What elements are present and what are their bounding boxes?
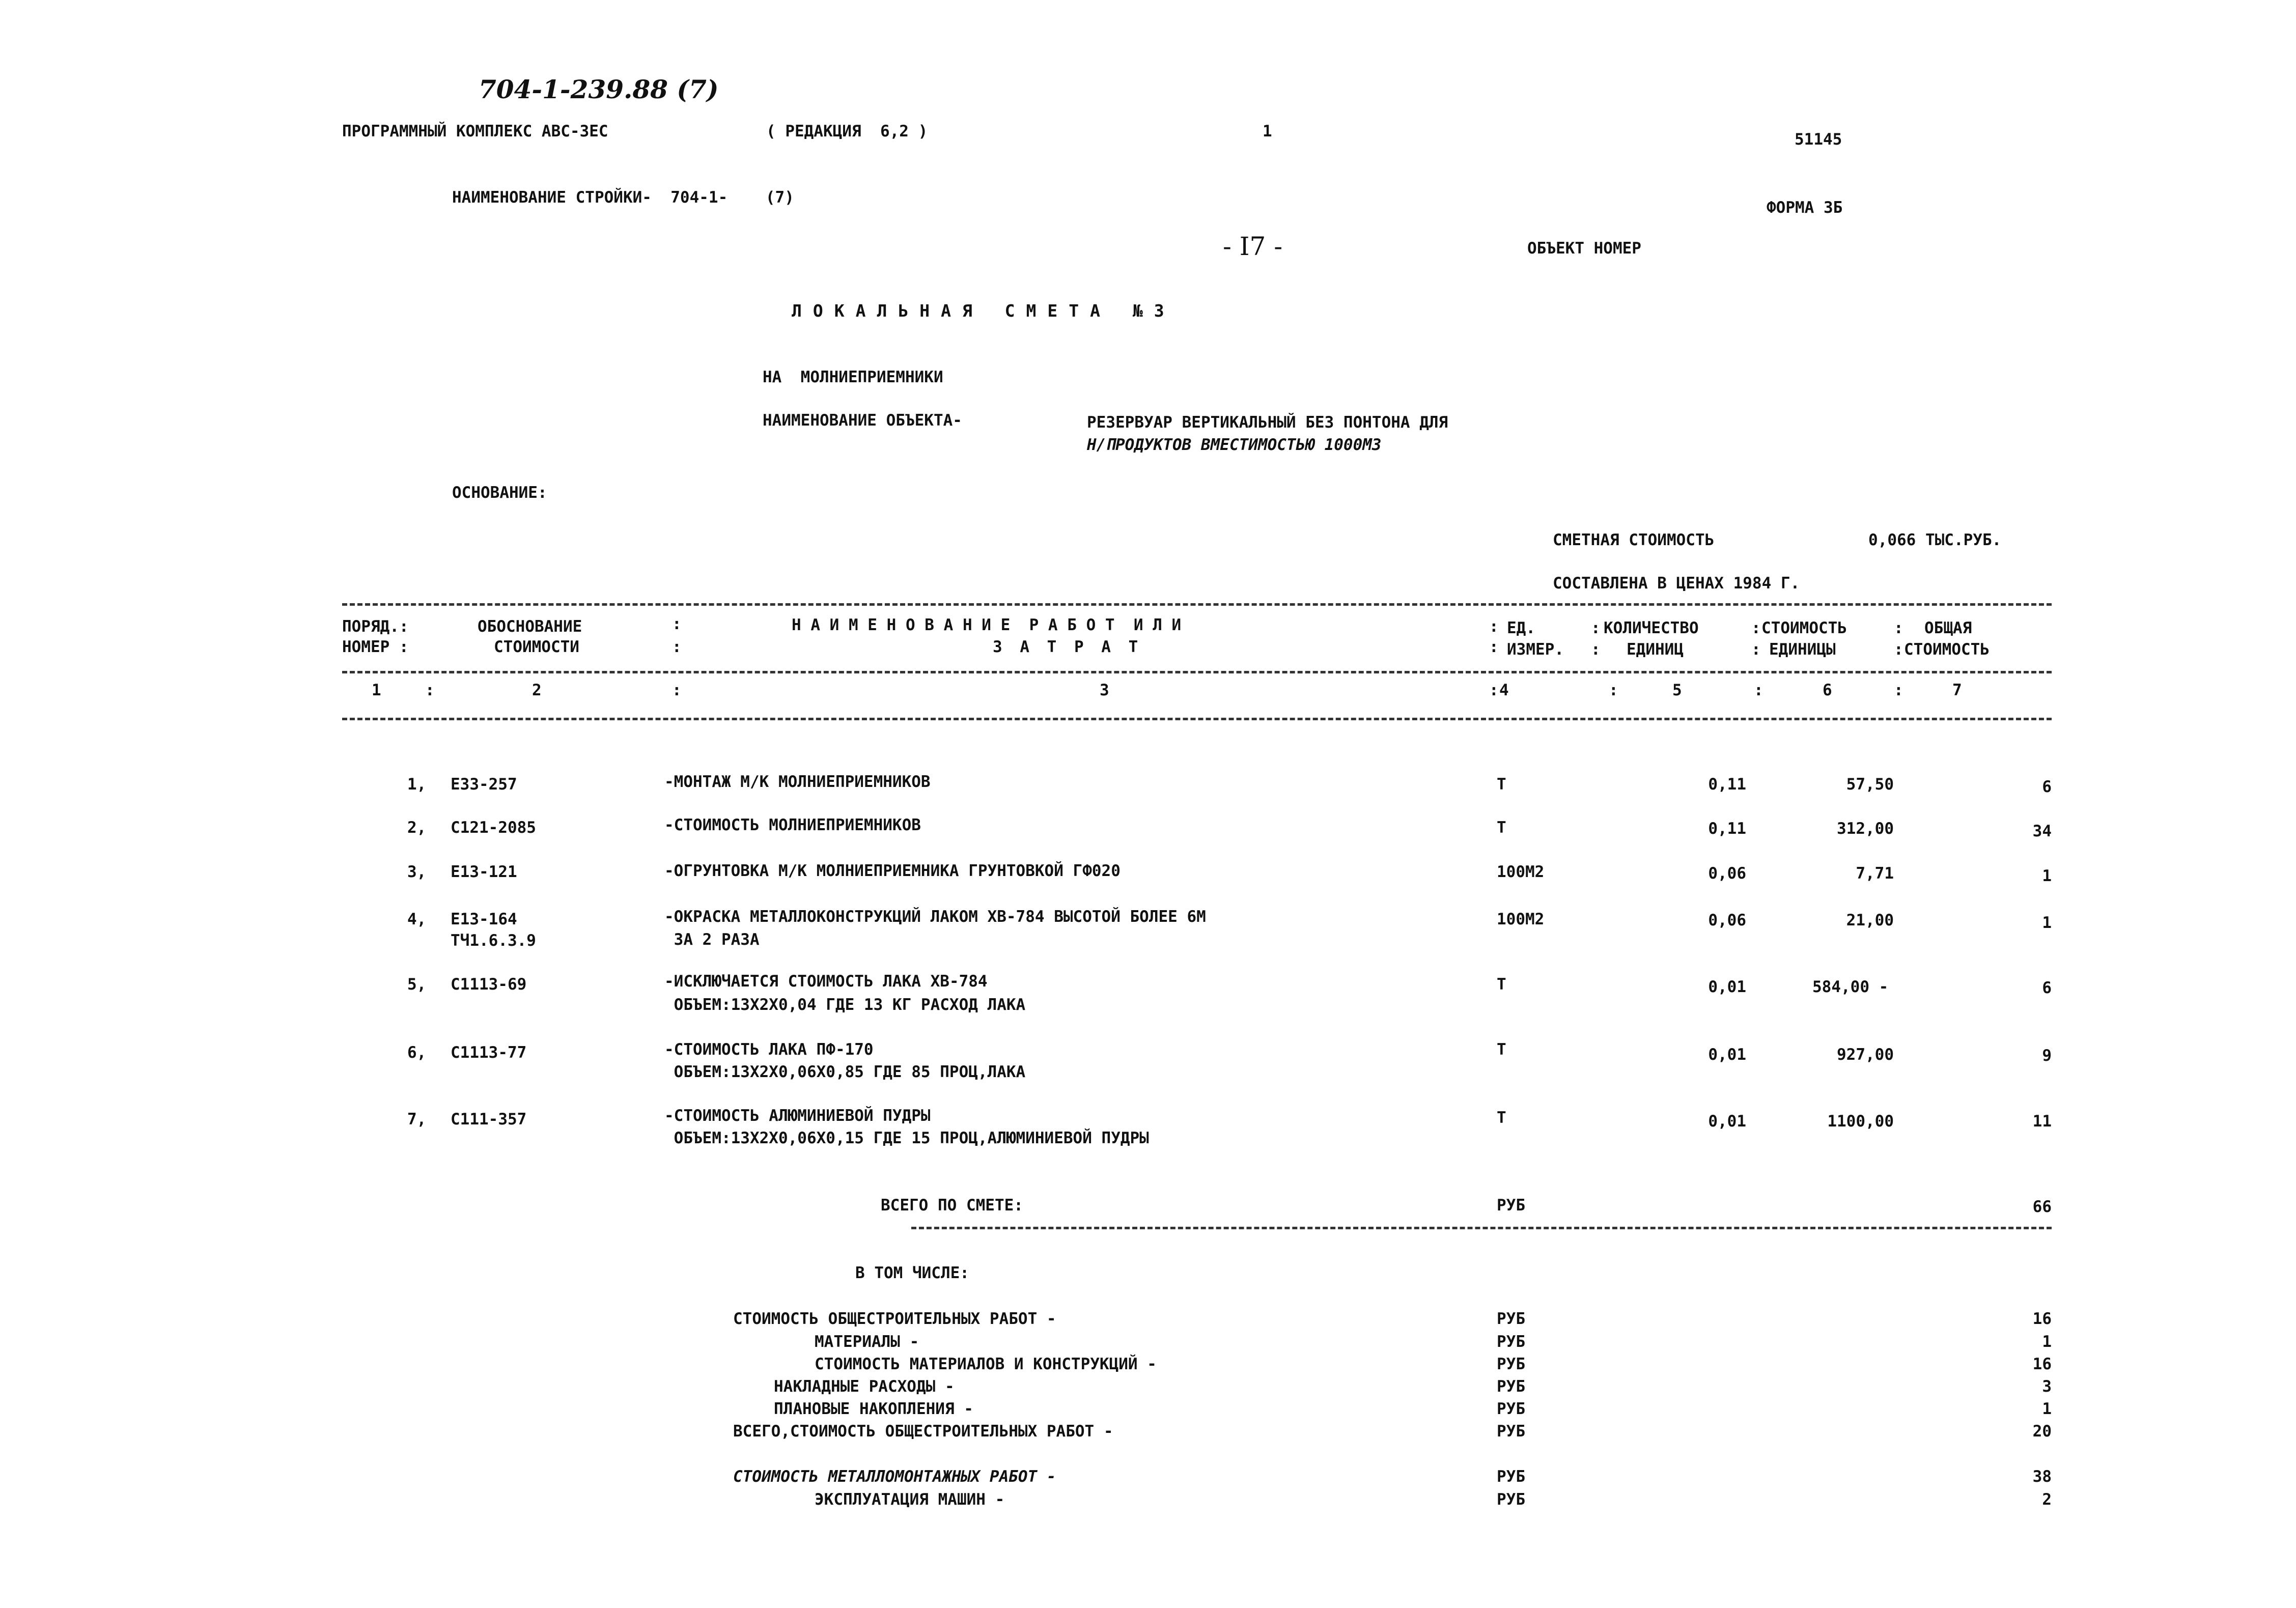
summary-unit: РУБ (1497, 1310, 1525, 1328)
summary-unit: РУБ (1497, 1468, 1525, 1486)
col-separator-o: : (1754, 681, 1763, 699)
col3-header-line2: З А Т Р А Т (993, 638, 1142, 656)
col-separator-g: : (1751, 619, 1761, 637)
doc-id-code: 51145 (1795, 130, 1842, 149)
col-separator-h: : (1751, 640, 1761, 659)
row-price: 584,00 - (1812, 978, 1889, 996)
col-separator-d: : (1489, 638, 1499, 656)
summary-label: ВСЕГО,СТОИМОСТЬ ОБЩЕСТРОИТЕЛЬНЫХ РАБОТ - (733, 1422, 1113, 1441)
row-name-extra: ЗА 2 РАЗА (664, 930, 760, 949)
col7-header-line1: ОБЩАЯ (1924, 619, 1972, 637)
total-divider (911, 1227, 2052, 1229)
row-total: 1 (2042, 867, 2052, 885)
row-total: 6 (2042, 778, 2052, 796)
col-separator-j: : (1894, 640, 1903, 659)
row-name: -МОНТАЖ М/К МОЛНИЕПРИЕМНИКОВ (664, 773, 931, 791)
summary-value: 16 (2032, 1310, 2052, 1328)
col4-header-line1: ЕД. (1507, 619, 1535, 637)
row-number: 3, (407, 863, 427, 881)
handwritten-doc-code: 704-1-239.88 (7) (479, 74, 719, 104)
col-number-3: 3 (1100, 681, 1109, 699)
summary-value: 38 (2032, 1468, 2052, 1486)
row-price: 927,00 (1837, 1046, 1894, 1064)
col-number-5: 5 (1672, 681, 1682, 699)
row-qty: 0,01 (1708, 1112, 1746, 1131)
row-unit: Т (1497, 975, 1506, 994)
including-label: В ТОМ ЧИСЛЕ: (855, 1264, 969, 1282)
edition: ( РЕДАКЦИЯ 6,2 ) (766, 122, 928, 140)
col-separator-l: : (672, 681, 682, 699)
col3-header-line1: Н А И М Е Н О В А Н И Е Р А Б О Т И Л И (792, 616, 1182, 634)
col6-header-line2: ЕДИНИЦЫ (1769, 640, 1836, 659)
row-code: С1113-69 (451, 975, 527, 994)
col-number-2: 2 (532, 681, 542, 699)
summary-value: 20 (2032, 1422, 2052, 1441)
summary-value: 3 (2042, 1377, 2052, 1396)
row-number: 5, (407, 975, 427, 994)
summary-value: 1 (2042, 1333, 2052, 1351)
total-unit: РУБ (1497, 1196, 1525, 1215)
summary-unit: РУБ (1497, 1422, 1525, 1441)
col5-header-line1: КОЛИЧЕСТВО (1604, 619, 1699, 637)
row-total: 9 (2042, 1047, 2052, 1065)
row-total: 1 (2042, 914, 2052, 932)
col-number-4: 4 (1499, 681, 1509, 699)
row-total: 34 (2032, 822, 2052, 840)
col4-header-line2: ИЗМЕР. (1507, 640, 1564, 659)
row-code-extra: ТЧ1.6.3.9 (451, 932, 536, 950)
col1-header-line2: НОМЕР : (342, 638, 409, 656)
object-name-line1: РЕЗЕРВУАР ВЕРТИКАЛЬНЫЙ БЕЗ ПОНТОНА ДЛЯ (1087, 413, 1448, 432)
row-qty: 0,06 (1708, 911, 1746, 929)
row-qty: 0,11 (1708, 775, 1746, 794)
row-number: 7, (407, 1110, 427, 1129)
col-separator-n: : (1609, 681, 1618, 699)
col5-header-line2: ЕДИНИЦ (1627, 640, 1684, 659)
summary-unit: РУБ (1497, 1355, 1525, 1373)
row-qty: 0,01 (1708, 1046, 1746, 1064)
row-qty: 0,11 (1708, 820, 1746, 838)
total-value: 66 (2032, 1198, 2052, 1216)
col-separator-e: : (1591, 619, 1601, 637)
page-number: - I7 - (1223, 232, 1283, 261)
summary-value: 2 (2042, 1490, 2052, 1509)
row-price: 7,71 (1856, 864, 1894, 883)
summary-value: 1 (2042, 1400, 2052, 1418)
col-number-6: 6 (1823, 681, 1832, 699)
row-number: 2, (407, 819, 427, 837)
row-qty: 0,01 (1708, 978, 1746, 996)
summary-label: СТОИМОСТЬ МЕТАЛЛОМОНТАЖНЫХ РАБОТ - (733, 1468, 1056, 1486)
line-name: НАИМЕНОВАНИЕ СТРОЙКИ- 704-1- (7) (452, 188, 794, 207)
col-separator-i: : (1894, 619, 1903, 637)
col7-header-line2: СТОИМОСТЬ (1904, 640, 1990, 659)
table-header-divider (342, 671, 2052, 673)
row-code: С111-357 (451, 1110, 527, 1129)
row-name: -ОКРАСКА МЕТАЛЛОКОНСТРУКЦИЙ ЛАКОМ ХВ-784 ВЫСОТОЙ БОЛЕЕ 6М (664, 908, 1206, 926)
row-unit: Т (1497, 819, 1506, 837)
row-unit: Т (1497, 1109, 1506, 1127)
row-qty: 0,06 (1708, 864, 1746, 883)
summary-label: СТОИМОСТЬ МАТЕРИАЛОВ И КОНСТРУКЦИЙ - (815, 1355, 1157, 1373)
table-top-divider (342, 603, 2052, 606)
row-name: -СТОИМОСТЬ МОЛНИЕПРИЕМНИКОВ (664, 816, 921, 834)
col2-header-line1: ОБОСНОВАНИЕ (478, 617, 582, 636)
row-name: -ИСКЛЮЧАЕТСЯ СТОИМОСТЬ ЛАКА ХВ-784 (664, 972, 988, 991)
row-name: -ОГРУНТОВКА М/К МОЛНИЕПРИЕМНИКА ГРУНТОВКОЙ ГФ020 (664, 862, 1121, 880)
sheet-number: 1 (1263, 122, 1272, 140)
row-code: С1113-77 (451, 1043, 527, 1062)
col2-header-line2: СТОИМОСТИ (494, 638, 579, 656)
document-title: ЛОКАЛЬНАЯ СМЕТА №3 (792, 301, 1175, 321)
summary-value: 16 (2032, 1355, 2052, 1373)
row-number: 4, (407, 910, 427, 928)
col-number-7: 7 (1952, 681, 1962, 699)
summary-label: СТОИМОСТЬ ОБЩЕСТРОИТЕЛЬНЫХ РАБОТ - (733, 1310, 1056, 1328)
row-price: 1100,00 (1827, 1112, 1894, 1131)
summary-label: ЭКСПЛУАТАЦИЯ МАШИН - (815, 1490, 1005, 1509)
estimate-cost-label: СМЕТНАЯ СТОИМОСТЬ (1553, 531, 1715, 549)
form-label: ФОРМА 3Б (1767, 199, 1843, 217)
estimate-cost-value: 0,066 ТЫС.РУБ. (1868, 531, 2002, 549)
col-separator-m: : (1489, 681, 1499, 699)
row-price: 312,00 (1837, 820, 1894, 838)
object-name-line2: Н/ПРОДУКТОВ ВМЕСТИМОСТЬЮ 1000М3 (1087, 436, 1382, 454)
prices-note: СОСТАВЛЕНА В ЦЕНАХ 1984 Г. (1553, 574, 1800, 593)
col-separator-f: : (1591, 640, 1601, 659)
row-name-extra: ОБЪЕМ:13Х2Х0,06Х0,15 ГДЕ 15 ПРОЦ,АЛЮМИНИЕВОЙ ПУДРЫ (664, 1129, 1149, 1147)
row-code: Е13-164 (451, 910, 517, 928)
col6-header-line1: СТОИМОСТЬ (1761, 619, 1847, 637)
row-name: -СТОИМОСТЬ ЛАКА ПФ-170 (664, 1040, 874, 1059)
row-total: 11 (2032, 1112, 2052, 1131)
row-unit: Т (1497, 775, 1506, 794)
row-unit: 100М2 (1497, 910, 1545, 928)
row-name: -СТОИМОСТЬ АЛЮМИНИЕВОЙ ПУДРЫ (664, 1107, 931, 1125)
row-unit: 100М2 (1497, 863, 1545, 881)
object-number-label: ОБЪЕКТ НОМЕР (1527, 239, 1641, 258)
row-code: Е33-257 (451, 775, 517, 794)
row-number: 1, (407, 775, 427, 794)
row-name-extra: ОБЪЕМ:13Х2Х0,06Х0,85 ГДЕ 85 ПРОЦ,ЛАКА (664, 1063, 1026, 1081)
summary-unit: РУБ (1497, 1400, 1525, 1418)
summary-label: ПЛАНОВЫЕ НАКОПЛЕНИЯ - (774, 1400, 973, 1418)
table-columns-divider (342, 718, 2052, 720)
object-name-label: НАИМЕНОВАНИЕ ОБЪЕКТА- (763, 411, 962, 430)
row-price: 57,50 (1846, 775, 1894, 794)
row-unit: Т (1497, 1040, 1506, 1059)
summary-label: МАТЕРИАЛЫ - (815, 1333, 919, 1351)
row-total: 6 (2042, 979, 2052, 997)
col-separator-a: : (672, 615, 682, 633)
summary-unit: РУБ (1497, 1377, 1525, 1396)
col-separator-b: : (672, 638, 682, 656)
row-price: 21,00 (1846, 911, 1894, 929)
basis-label: ОСНОВАНИЕ: (452, 484, 547, 502)
summary-label: НАКЛАДНЫЕ РАСХОДЫ - (774, 1377, 955, 1396)
row-code: Е13-121 (451, 863, 517, 881)
col-number-1: 1 (372, 681, 381, 699)
col1-header-line1: ПОРЯД.: (342, 617, 409, 636)
row-name-extra: ОБЪЕМ:13Х2Х0,04 ГДЕ 13 КГ РАСХОД ЛАКА (664, 996, 1026, 1014)
col-separator-p: : (1894, 681, 1903, 699)
row-number: 6, (407, 1043, 427, 1062)
summary-unit: РУБ (1497, 1333, 1525, 1351)
program-name: ПРОГРАММНЫЙ КОМПЛЕКС АВС-3ЕС (342, 122, 608, 140)
row-code: С121-2085 (451, 819, 536, 837)
col-separator-c: : (1489, 617, 1499, 636)
summary-unit: РУБ (1497, 1490, 1525, 1509)
subject: НА МОЛНИЕПРИЕМНИКИ (763, 368, 943, 386)
total-label: ВСЕГО ПО СМЕТЕ: (881, 1196, 1023, 1215)
col-separator-k: : (425, 681, 435, 699)
